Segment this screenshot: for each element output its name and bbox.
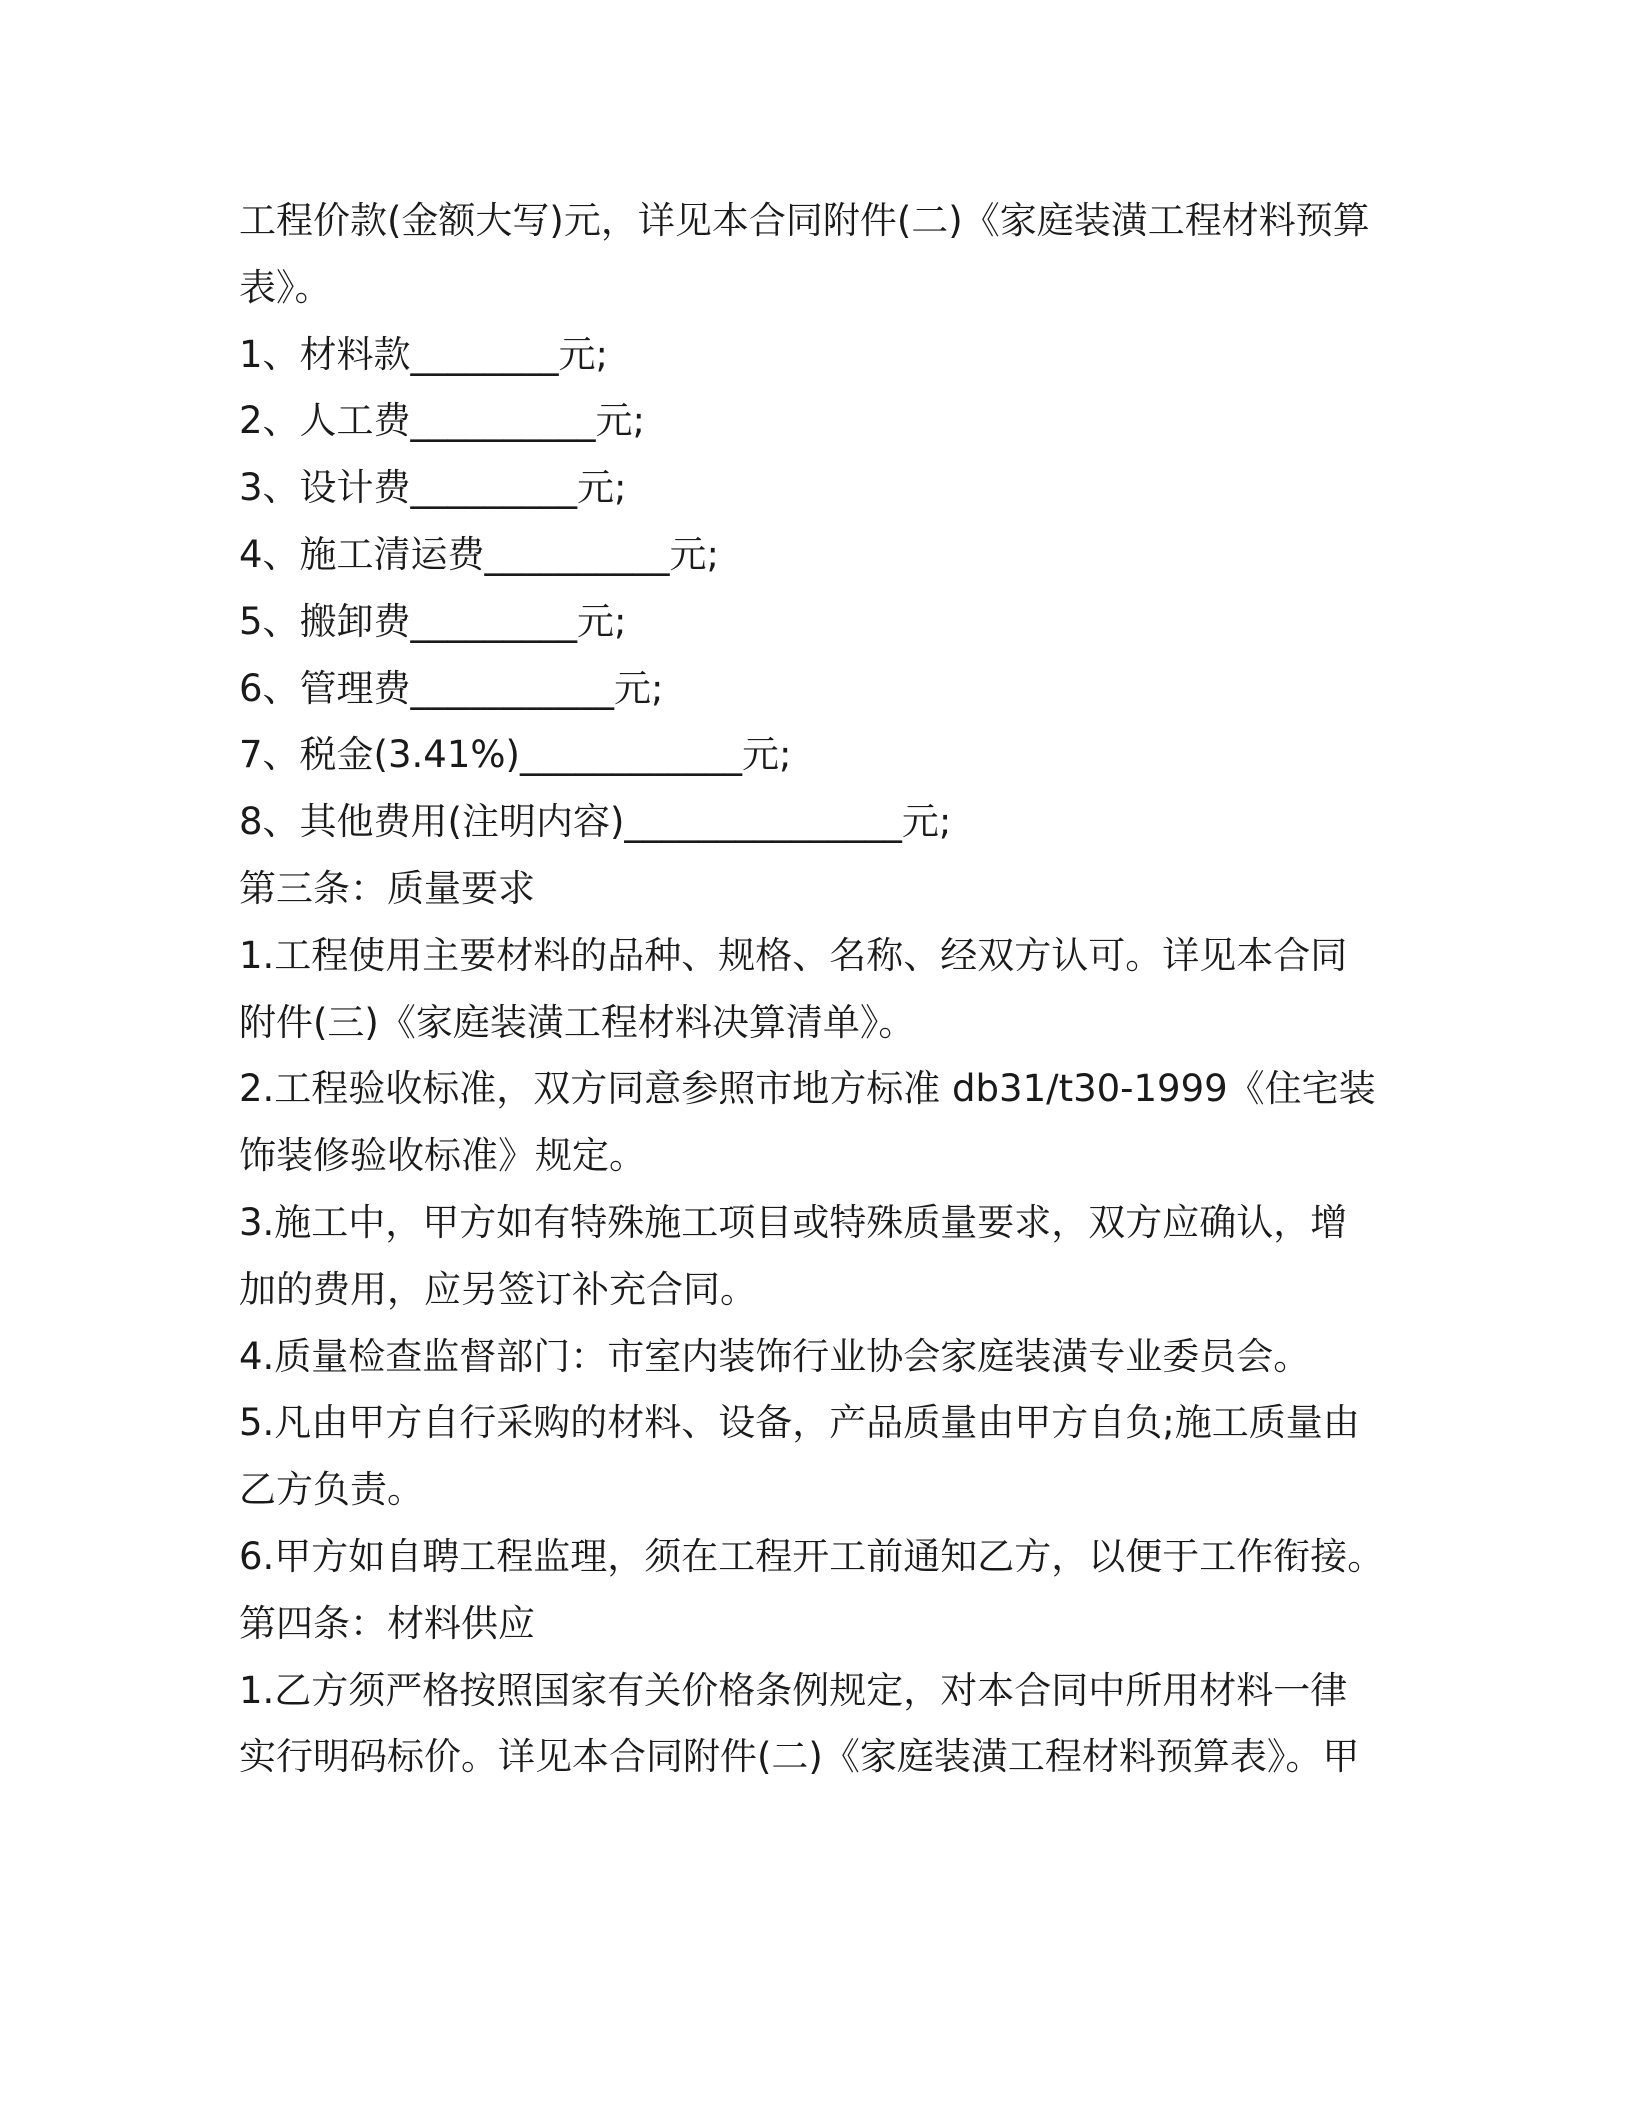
quality-clause-2-cont: 饰装修验收标准》规定。 bbox=[239, 1134, 646, 1178]
quality-clause-3: 3.施工中，甲方如有特殊施工项目或特殊质量要求，双方应确认，增 bbox=[239, 1200, 1348, 1244]
text-line-price: 工程价款(金额大写)元，详见本合同附件(二)《家庭装潢工程材料预算 bbox=[239, 199, 1370, 242]
fee-item-labor: 2、人工费__________元; bbox=[239, 399, 646, 443]
fee-item-design: 3、设计费_________元; bbox=[239, 466, 627, 510]
materials-clause-1-cont: 实行明码标价。详见本合同附件(二)《家庭装潢工程材料预算表》。甲 bbox=[239, 1735, 1360, 1779]
materials-clause-1: 1.乙方须严格按照国家有关价格条例规定，对本合同中所用材料一律 bbox=[239, 1668, 1348, 1712]
quality-clause-6: 6.甲方如自聘工程监理，须在工程开工前通知乙方，以便于工作衔接。 bbox=[239, 1534, 1385, 1578]
fee-item-materials: 1、材料款________元; bbox=[239, 332, 609, 376]
document-body bbox=[239, 188, 1399, 1791]
fee-item-other: 8、其他费用(注明内容)_______________元; bbox=[239, 800, 952, 844]
quality-clause-1-cont: 附件(三)《家庭装潢工程材料决算清单》。 bbox=[239, 1000, 916, 1044]
fee-item-management: 6、管理费___________元; bbox=[239, 666, 664, 710]
section-heading-materials: 第四条：材料供应 bbox=[239, 1601, 535, 1645]
quality-clause-1: 1.工程使用主要材料的品种、规格、名称、经双方认可。详见本合同 bbox=[239, 933, 1348, 977]
quality-clause-4: 4.质量检查监督部门：市室内装饰行业协会家庭装潢专业委员会。 bbox=[239, 1334, 1311, 1378]
quality-clause-5-cont: 乙方负责。 bbox=[239, 1468, 424, 1512]
section-heading-quality: 第三条：质量要求 bbox=[239, 866, 535, 910]
fee-item-handling: 5、搬卸费_________元; bbox=[239, 599, 627, 643]
quality-clause-3-cont: 加的费用，应另签订补充合同。 bbox=[239, 1267, 757, 1311]
fee-item-tax: 7、税金(3.41%)____________元; bbox=[239, 733, 792, 777]
quality-clause-2: 2.工程验收标准，双方同意参照市地方标准 db31/t30-1999《住宅装 bbox=[239, 1067, 1376, 1111]
text-line-price-cont: 表》。 bbox=[239, 265, 332, 309]
fee-item-cleanup: 4、施工清运费__________元; bbox=[239, 532, 720, 576]
quality-clause-5: 5.凡由甲方自行采购的材料、设备，产品质量由甲方自负;施工质量由 bbox=[239, 1401, 1360, 1445]
